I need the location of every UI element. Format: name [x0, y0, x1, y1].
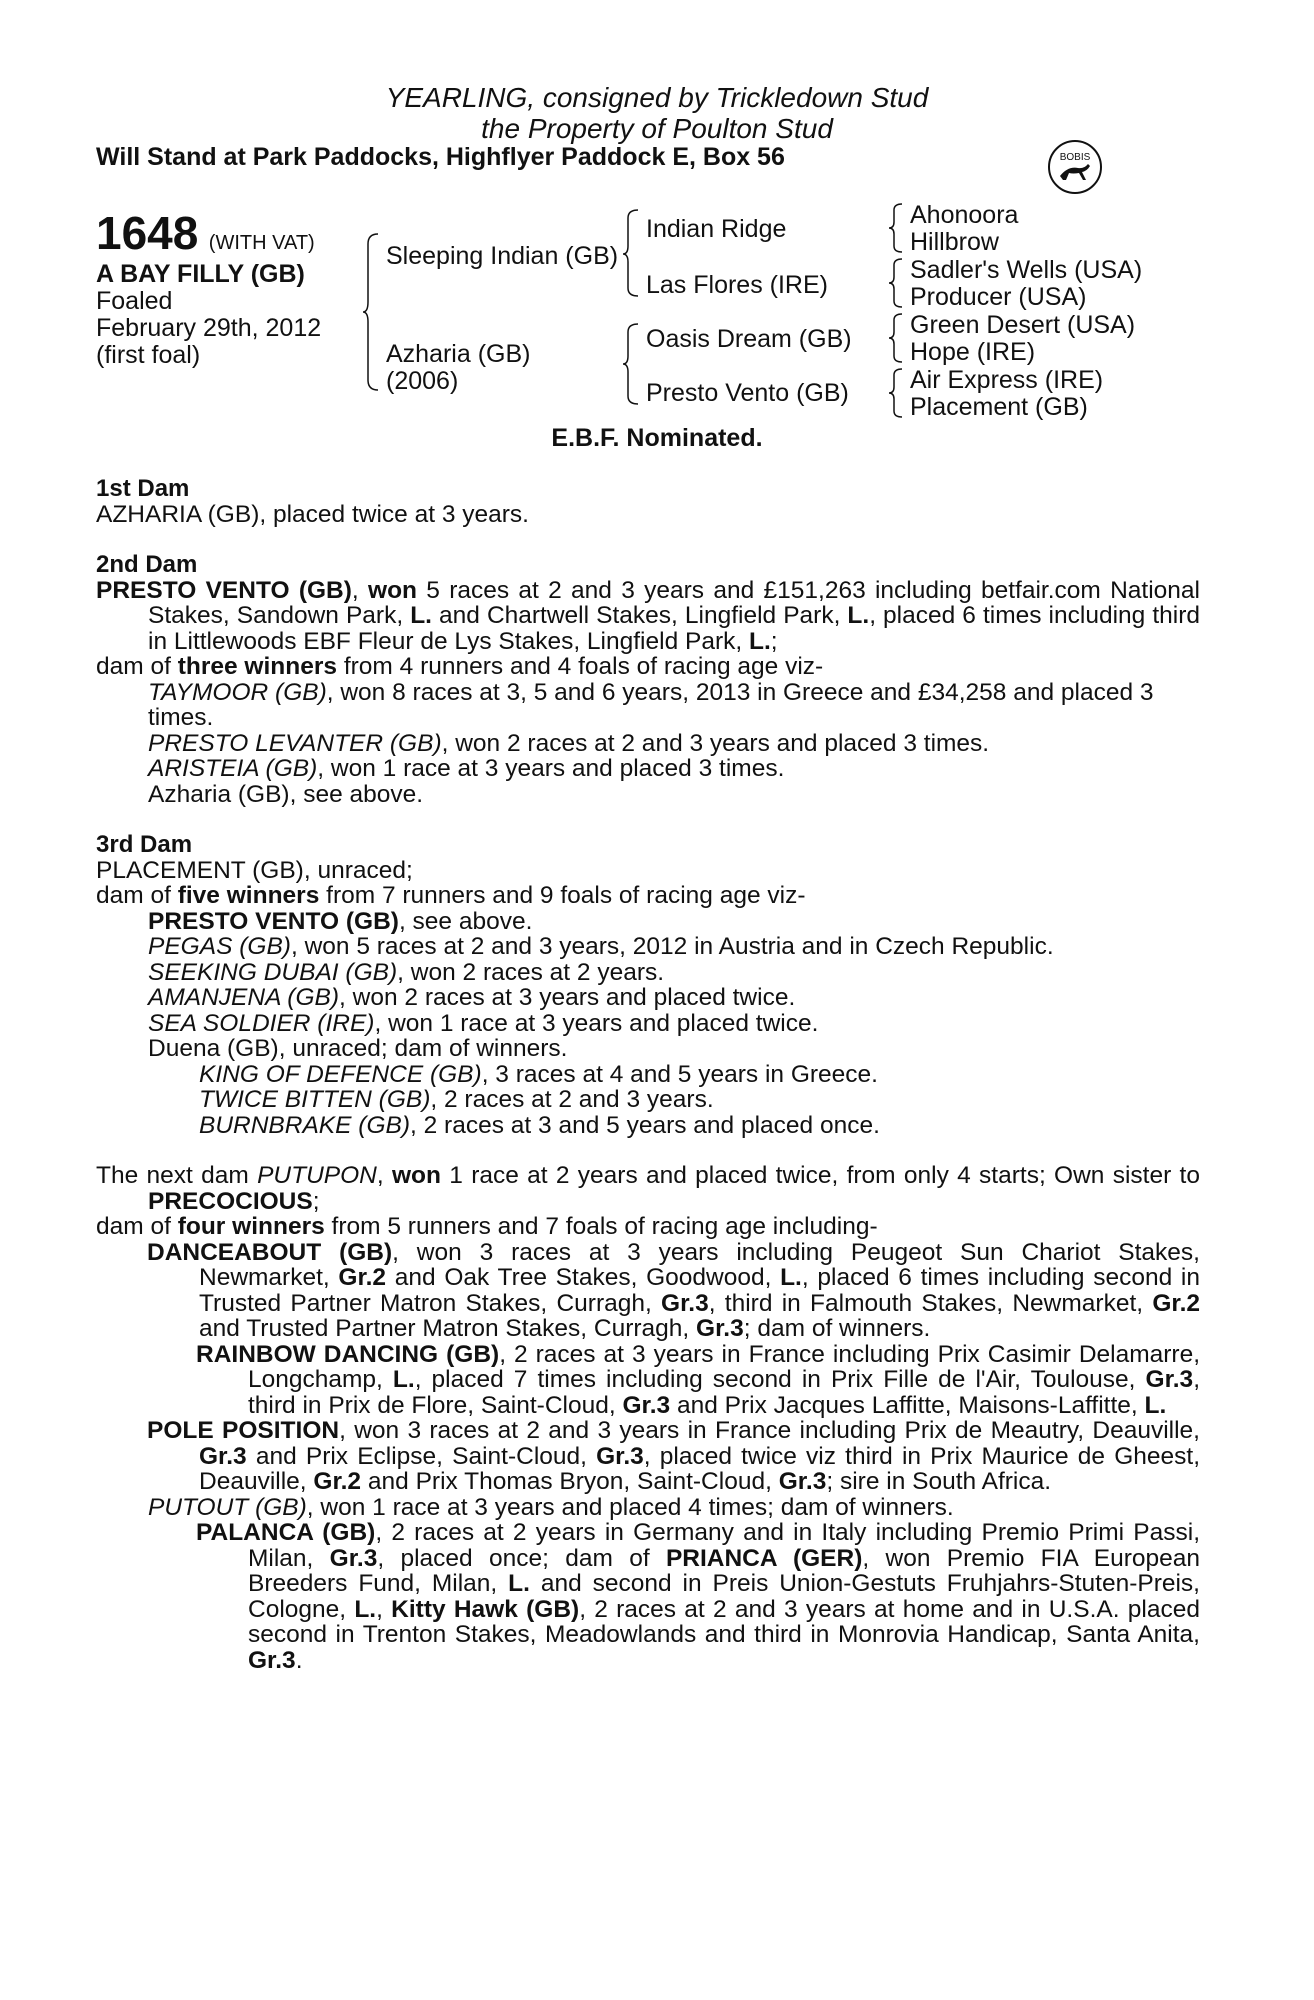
second-dam-record: PRESTO VENTO (GB), won 5 races at 2 and 3 years and £151,263 including betfair.com National Stakes, Sandown Park, L. and Chartwell Stakes, Lingfield Park, L., placed 6 times including third in Littlewoods EBF Fleur de Lys Stakes, Lingfield Park, L.; [96, 576, 1200, 655]
pedigree-brace-3b [888, 257, 904, 309]
dam-year: (2006) [386, 367, 459, 395]
catalogue-body [96, 476, 1200, 1673]
second-dam-produce-summary: dam of three winners from 4 runners and 4 foals of racing age viz- [96, 653, 824, 680]
sdd: Producer (USA) [910, 283, 1087, 311]
next-dam-record: The next dam PUTUPON, won 1 race at 2 years and placed twice, from only 4 starts; Own sister to PRECOCIOUS; [96, 1162, 1200, 1215]
first-foal-note: (first foal) [96, 341, 201, 369]
produce-twice-bitten: TWICE BITTEN (GB), 2 races at 2 and 3 years. [199, 1086, 714, 1113]
pedigree-brace-2a [622, 208, 640, 298]
dds: Air Express (IRE) [910, 366, 1104, 394]
produce-seeking-dubai: SEEKING DUBAI (GB), won 2 races at 2 years. [148, 958, 665, 986]
dam-name: Azharia (GB) [386, 340, 531, 368]
third-dam-produce-summary: dam of five winners from 7 runners and 9 foals of racing age viz- [96, 882, 806, 909]
produce-palanca: PALANCA (GB), 2 races at 2 years in Germany and in Italy including Premio Primi Passi, Milan, Gr.3, placed once; dam of PRIANCA (GER), won Premio FIA European Breeders Fund, Milan, L. and second in Preis Union-Gestuts Fruhjahrs-Stuten-Preis, Cologne, L., Kitty Hawk (GB), 2 races at 2 and 3 years at home and in U.S.A. placed second in Trenton Stakes, Meadowlands and third in Monrovia Handicap, Santa Anita, Gr.3. [196, 1519, 1201, 1674]
produce-presto-vento: PRESTO VENTO (GB), see above. [148, 907, 533, 935]
produce-duena: Duena (GB), unraced; dam of winners. [148, 1035, 568, 1062]
foaled-date: February 29th, 2012 [96, 314, 322, 342]
vat-note: (WITH VAT) [208, 232, 315, 254]
sds: Sadler's Wells (USA) [910, 256, 1143, 284]
sire-sire: Indian Ridge [646, 215, 787, 243]
produce-taymoor: TAYMOOR (GB), won 8 races at 3, 5 and 6 years, 2013 in Greece and £34,258 and placed 3 times. [148, 678, 1154, 731]
produce-pegas: PEGAS (GB), won 5 races at 2 and 3 years, 2012 in Austria and in Czech Republic. [148, 933, 1054, 960]
sire-dam: Las Flores (IRE) [646, 271, 828, 299]
pedigree-brace-3c [888, 312, 904, 364]
dsd: Hope (IRE) [910, 338, 1036, 366]
produce-amanjena: AMANJENA (GB), won 2 races at 3 years and placed twice. [148, 984, 796, 1011]
dam-dam: Presto Vento (GB) [646, 379, 849, 407]
lot-title: A BAY FILLY (GB) [96, 260, 305, 288]
dss: Green Desert (USA) [910, 311, 1136, 339]
third-dam-heading: 3rd Dam [96, 831, 193, 858]
pedigree-brace-3d [888, 367, 904, 419]
first-dam-heading: 1st Dam [96, 475, 190, 502]
produce-aristeia: ARISTEIA (GB), won 1 race at 3 years and placed 3 times. [148, 755, 785, 782]
bobis-logo [1046, 138, 1104, 196]
ebf-nominated: E.B.F. Nominated. [551, 424, 763, 452]
consignor-line: YEARLING, consigned by Trickledown Stud [385, 82, 929, 113]
first-dam-text: AZHARIA (GB), placed twice at 3 years. [96, 500, 529, 528]
produce-rainbow-dancing: RAINBOW DANCING (GB), 2 races at 3 years in France including Prix Casimir Delamarre, Longchamp, L., placed 7 times including second in Prix Fille de l'Air, Toulouse, Gr.3, third in Prix de Flore, Saint-Cloud, Gr.3 and Prix Jacques Laffitte, Maisons-Laffitte, L. [196, 1340, 1201, 1419]
svg-text:BOBIS: BOBIS [1059, 152, 1091, 163]
produce-danceabout: DANCEABOUT (GB), won 3 races at 3 years including Peugeot Sun Chariot Stakes, Newmarket, Gr.2 and Oak Tree Stakes, Goodwood, L., placed 6 times including second in Trusted Partner Matron Stakes, Curragh, Gr.3, third in Falmouth Stakes, Newmarket, Gr.2 and Trusted Partner Matron Stakes, Curragh, Gr.3; dam of winners. [147, 1238, 1201, 1342]
produce-pole-position: POLE POSITION, won 3 races at 2 and 3 years in France including Prix de Meautry, Deauville, Gr.3 and Prix Eclipse, Saint-Cloud, Gr.3, placed twice viz third in Prix Maurice de Gheest, Deauville, Gr.2 and Prix Thomas Bryon, Saint-Cloud, Gr.3; sire in South Africa. [147, 1417, 1200, 1495]
produce-presto-levanter: PRESTO LEVANTER (GB), won 2 races at 2 and 3 years and placed 3 times. [148, 729, 990, 757]
ssd: Hillbrow [910, 228, 999, 256]
second-dam-heading: 2nd Dam [96, 551, 198, 578]
pedigree-brace-2b [622, 322, 640, 406]
dam-sire: Oasis Dream (GB) [646, 325, 852, 353]
sss: Ahonoora [910, 201, 1019, 229]
produce-putout: PUTOUT (GB), won 1 race at 3 years and placed 4 times; dam of winners. [148, 1493, 954, 1521]
pedigree-brace-1 [362, 232, 380, 392]
produce-burnbrake: BURNBRAKE (GB), 2 races at 3 and 5 years and placed once. [199, 1111, 880, 1139]
lot-number: 1648 [96, 207, 199, 259]
produce-king-of-defence: KING OF DEFENCE (GB), 3 races at 4 and 5 years in Greece. [199, 1060, 878, 1088]
produce-sea-soldier: SEA SOLDIER (IRE), won 1 race at 3 years and placed twice. [148, 1009, 819, 1037]
sire-name: Sleeping Indian (GB) [386, 242, 619, 270]
ddd: Placement (GB) [910, 393, 1088, 421]
pedigree-brace-3a [888, 202, 904, 254]
property-line: the Property of Poulton Stud [481, 113, 833, 144]
third-dam-record: PLACEMENT (GB), unraced; [96, 856, 413, 884]
lot-number-row [96, 206, 315, 260]
produce-azharia: Azharia (GB), see above. [148, 780, 424, 808]
stand-location: Will Stand at Park Paddocks, Highflyer Paddock E, Box 56 [96, 143, 785, 171]
foaled-label: Foaled [96, 287, 173, 315]
next-dam-produce-summary: dam of four winners from 5 runners and 7 foals of racing age including- [96, 1213, 878, 1240]
